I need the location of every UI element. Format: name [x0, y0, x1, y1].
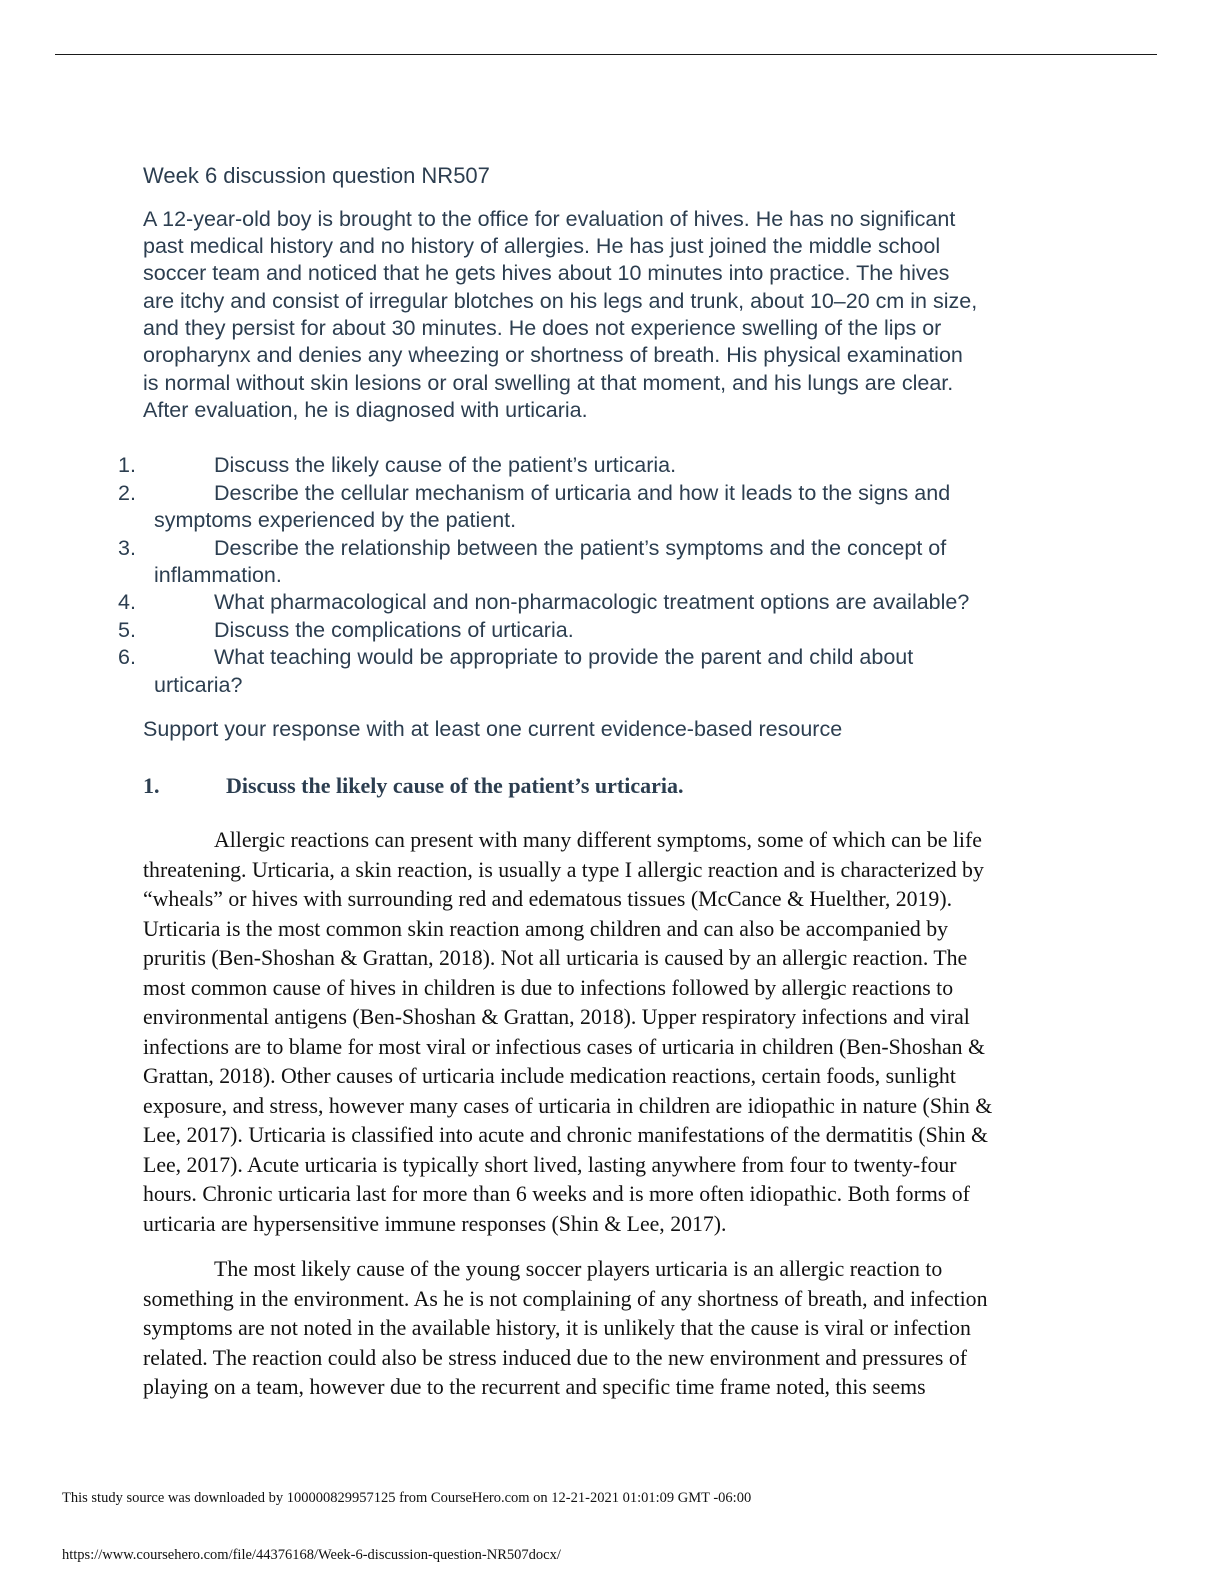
- download-note: This study source was downloaded by 100000829957125 from CourseHero.com on 12-21-2021 01:01:09 GMT -06:00: [62, 1490, 752, 1506]
- question-text: What pharmacological and non-pharmacologic treatment options are available?: [214, 590, 970, 614]
- paragraph-line: urticaria are hypersensitive immune responses (Shin & Lee, 2017).: [143, 1211, 727, 1236]
- paragraph-line: hours. Chronic urticaria last for more than 6 weeks and is more often idiopathic. Both forms of: [143, 1182, 970, 1206]
- question-text: Discuss the complications of urticaria.: [214, 618, 574, 642]
- question-text-continued: inflammation.: [154, 563, 282, 587]
- paragraph-line: Lee, 2017). Urticaria is classified into acute and chronic manifestations of the dermatitis (Shin &: [143, 1123, 988, 1147]
- question-text: Discuss the likely cause of the patient’s urticaria.: [214, 453, 677, 477]
- paragraph-line: exposure, and stress, however many cases of urticaria in children are idiopathic in nature (Shin &: [143, 1093, 993, 1118]
- paragraph-line: environmental antigens (Ben-Shoshan & Grattan, 2018). Upper respiratory infections and viral: [143, 1005, 970, 1029]
- paragraph-line: playing on a team, however due to the recurrent and specific time frame noted, this seems: [143, 1375, 926, 1399]
- document-title: Week 6 discussion question NR507: [143, 163, 490, 188]
- header-rule: [55, 54, 1157, 55]
- question-text: Describe the cellular mechanism of urticaria and how it leads to the signs and: [214, 481, 951, 505]
- question-number: 1.: [118, 453, 136, 477]
- paragraph-line: related. The reaction could also be stress induced due to the new environment and pressures of: [143, 1345, 967, 1370]
- paragraph-line: Urticaria is the most common skin reaction among children and can also be accompanied by: [143, 916, 949, 941]
- question-text: What teaching would be appropriate to provide the parent and child about: [214, 645, 914, 669]
- prompt-line: oropharynx and denies any wheezing or shortness of breath. His physical examination: [143, 343, 963, 367]
- paragraph-line: Lee, 2017). Acute urticaria is typically short lived, lasting anywhere from four to twenty-four: [143, 1152, 957, 1177]
- paragraph-line: most common cause of hives in children is due to infections followed by allergic reactions to: [143, 975, 954, 1000]
- prompt-line: A 12-year-old boy is brought to the office for evaluation of hives. He has no significant: [143, 207, 956, 231]
- section-heading-number: 1.: [143, 773, 160, 798]
- prompt-line: After evaluation, he is diagnosed with urticaria.: [143, 398, 588, 422]
- prompt-line: are itchy and consist of irregular blotches on his legs and trunk, about 10–20 cm in size,: [143, 289, 978, 313]
- question-number: 5.: [118, 618, 136, 642]
- question-text-continued: symptoms experienced by the patient.: [154, 508, 517, 532]
- paragraph-line: Grattan, 2018). Other causes of urticaria include medication reactions, certain foods, sunlight: [143, 1064, 956, 1088]
- paragraph-line: “wheals” or hives with surrounding red and edematous tissues (McCance & Huelther, 2019).: [143, 887, 953, 911]
- paragraph-line: infections are to blame for most viral or infectious cases of urticaria in children (Ben-Shoshan &: [143, 1034, 985, 1059]
- question-number: 6.: [118, 645, 136, 669]
- prompt-line: soccer team and noticed that he gets hives about 10 minutes into practice. The hives: [143, 261, 950, 285]
- prompt-line: past medical history and no history of allergies. He has just joined the middle school: [143, 234, 941, 258]
- paragraph-line: threatening. Urticaria, a skin reaction, is usually a type I allergic reaction and is characterized by: [143, 857, 984, 882]
- source-url[interactable]: https://www.coursehero.com/file/44376168/Week-6-discussion-question-NR507docx/: [62, 1547, 561, 1563]
- paragraph-line: pruritis (Ben-Shoshan & Grattan, 2018). Not all urticaria is caused by an allergic reaction. The: [143, 946, 968, 970]
- paragraph-line: something in the environment. As he is not complaining of any shortness of breath, and infection: [143, 1286, 988, 1311]
- paragraph-line: symptoms are not noted in the available history, it is unlikely that the cause is viral or infection: [143, 1316, 971, 1340]
- question-number: 3.: [118, 536, 136, 560]
- question-number: 2.: [118, 481, 136, 505]
- paragraph-line: Allergic reactions can present with many different symptoms, some of which can be life: [214, 828, 982, 852]
- question-text-continued: urticaria?: [154, 673, 243, 697]
- support-instruction: Support your response with at least one current evidence-based resource: [143, 717, 843, 741]
- section-heading: Discuss the likely cause of the patient’s urticaria.: [226, 773, 684, 798]
- prompt-line: is normal without skin lesions or oral swelling at that moment, and his lungs are clear.: [143, 371, 954, 395]
- prompt-line: and they persist for about 30 minutes. He does not experience swelling of the lips or: [143, 316, 942, 340]
- paragraph-line: The most likely cause of the young soccer players urticaria is an allergic reaction to: [214, 1257, 943, 1281]
- question-number: 4.: [118, 590, 136, 614]
- question-text: Describe the relationship between the patient’s symptoms and the concept of: [214, 536, 947, 560]
